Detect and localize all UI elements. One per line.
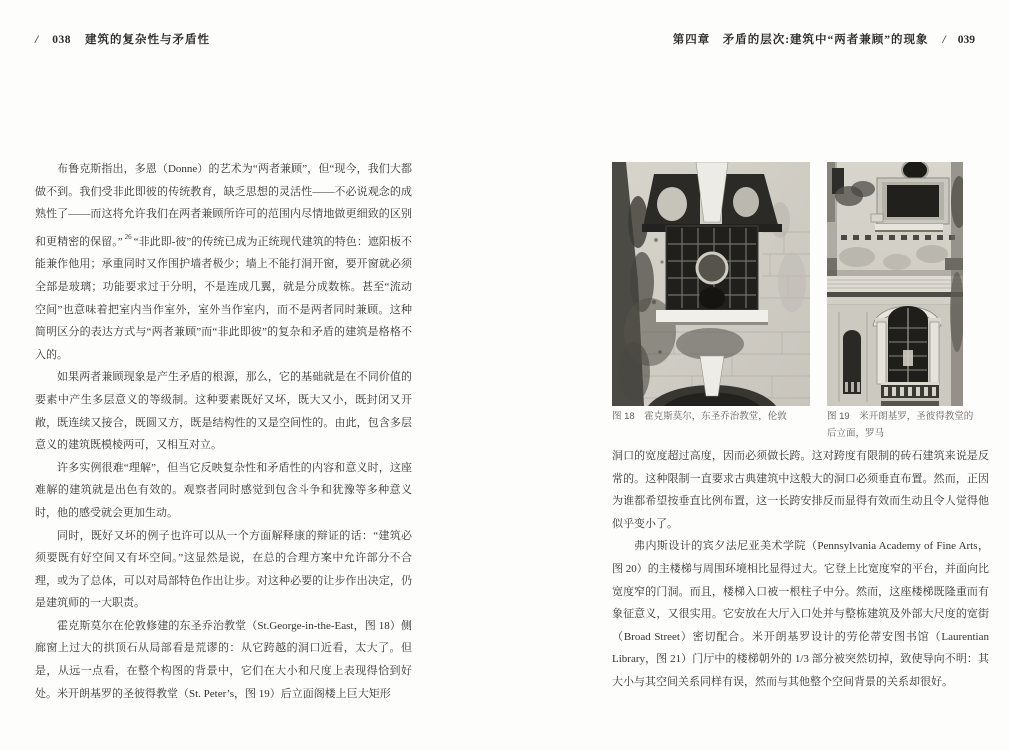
paragraph: 洞口的宽度超过高度，因而必须做长跨。这对跨度有限制的砖石建筑来说是反常的。这种限制一直要求古典建筑中这般大的洞口必须垂直布置。然而，正因为谁都希望按垂直比例布置，这一长跨安排反而显得有效而生动且令人觉得他似乎变小了。 (612, 450, 989, 530)
footnote-ref: 26 (124, 232, 132, 241)
paragraph-text: 布鲁克斯指出，多恩（Donne）的艺术为“两者兼顾”，但“现今，我们大都做不到。我们受非此即彼的传统教育，缺乏思想的灵活性——不必说观念的成熟性了——而这将允许我们在两者兼顾所许可的范围内尽情地做更细致的区别和更精密的保留。” (35, 163, 412, 248)
paragraph: 如果两者兼顾现象是产生矛盾的根源，那么，它的基础就是在不同价值的要素中产生多层意义的等级制。这种要素既好又坏，既大又小，既封闭又开敞，既连续又接合，既圆又方，既是结构性的又是空间性的。由此，包含多层意义的建筑既模棱两可，又相互对立。 (35, 371, 412, 452)
paragraph: 许多实例很难“理解”，但当它反映复杂性和矛盾性的内容和意义时，这座难解的建筑就是出色有效的。观察者同时感觉到包含斗争和犹豫等多种意义时，他的感受就会更加生动。 (35, 461, 412, 519)
left-page-number: 038 (52, 34, 71, 46)
left-page-header (35, 31, 210, 47)
right-page-number: 039 (957, 34, 975, 46)
left-page-body (35, 158, 412, 705)
figure-19-caption: 图 19 米开朗基罗，圣彼得教堂的后立面，罗马 (827, 411, 974, 439)
chapter-title: 第四章 矛盾的层次:建筑中“两者兼顾”的现象 (672, 34, 929, 46)
folio-slash: / (35, 34, 39, 46)
book-title: 建筑的复杂性与矛盾性 (84, 34, 210, 46)
paragraph: 弗内斯设计的宾夕法尼亚美术学院（Pennsylvania Academy of Fine Arts，图 20）的主楼梯与周围环境相比显得过大。它登上比宽度窄的平台，并面向比宽度窄的门洞。而且，楼梯入口被一根柱子中分。然而，这座楼梯既隆重而有象征意义，又很实用。它安放在大厅入口处并与整栋建筑及外部大尺度的宽街（Broad Street）密切配合。米开朗基罗设计的劳伦蒂安图书馆（Laurentian Library，图 21）门厅中的楼梯朝外的 1/3 部分被突然切掉，致使导向不明：其大小与其空间关系同样有误，然而与其他整个空间背景的关系却很好。 (612, 540, 989, 688)
figure-18-photo (612, 162, 810, 406)
paragraph: 同时，既好又坏的例子也许可以从一个方面解释康的辩证的话：“建筑必须要既有好空间又有坏空间。”这显然是说，在总的合理方案中允许部分不合理，或为了总体，可以对局部特色作出让步。对这种必要的让步作出决定，仍是建筑师的一大职责。 (35, 529, 412, 610)
paragraph (35, 158, 412, 366)
right-page-header (673, 31, 975, 47)
paragraph: 霍克斯莫尔在伦敦修建的东圣乔治教堂（St.George-in-the-East，图 18）侧廊窗上过大的拱顶石从局部看是荒谬的：从它跨越的洞口近看，太大了。但是，从远一点看，在整个构图的背景中，它们在大小和尺度上表现得恰到好处。米开朗基罗的圣彼得教堂（St. Peter’s，图 19）后立面阁楼上巨大矩形 (35, 619, 412, 700)
paragraph-text: “非此即-彼”的传统已成为正统现代建筑的特色：遮阳板不能兼作他用；承重同时又作围护墙者极少；墙上不能打洞开窗，要开窗就必须全部是玻璃；功能要求过于分明，不是连成几翼，就是分成数栋。甚至“流动空间”也意味着把室内当作室外，室外当作室内，而不是两者同时兼顾。这种简明区分的表达方式与“两者兼顾”而“非此即彼”的复杂和矛盾的建筑是格格不入的。 (35, 235, 412, 361)
figure-19-photo (827, 162, 963, 406)
folio-slash: / (942, 34, 946, 46)
figure-18-caption: 图 18 霍克斯莫尔，东圣乔治教堂，伦敦 (612, 411, 787, 422)
right-page-body (612, 445, 989, 694)
